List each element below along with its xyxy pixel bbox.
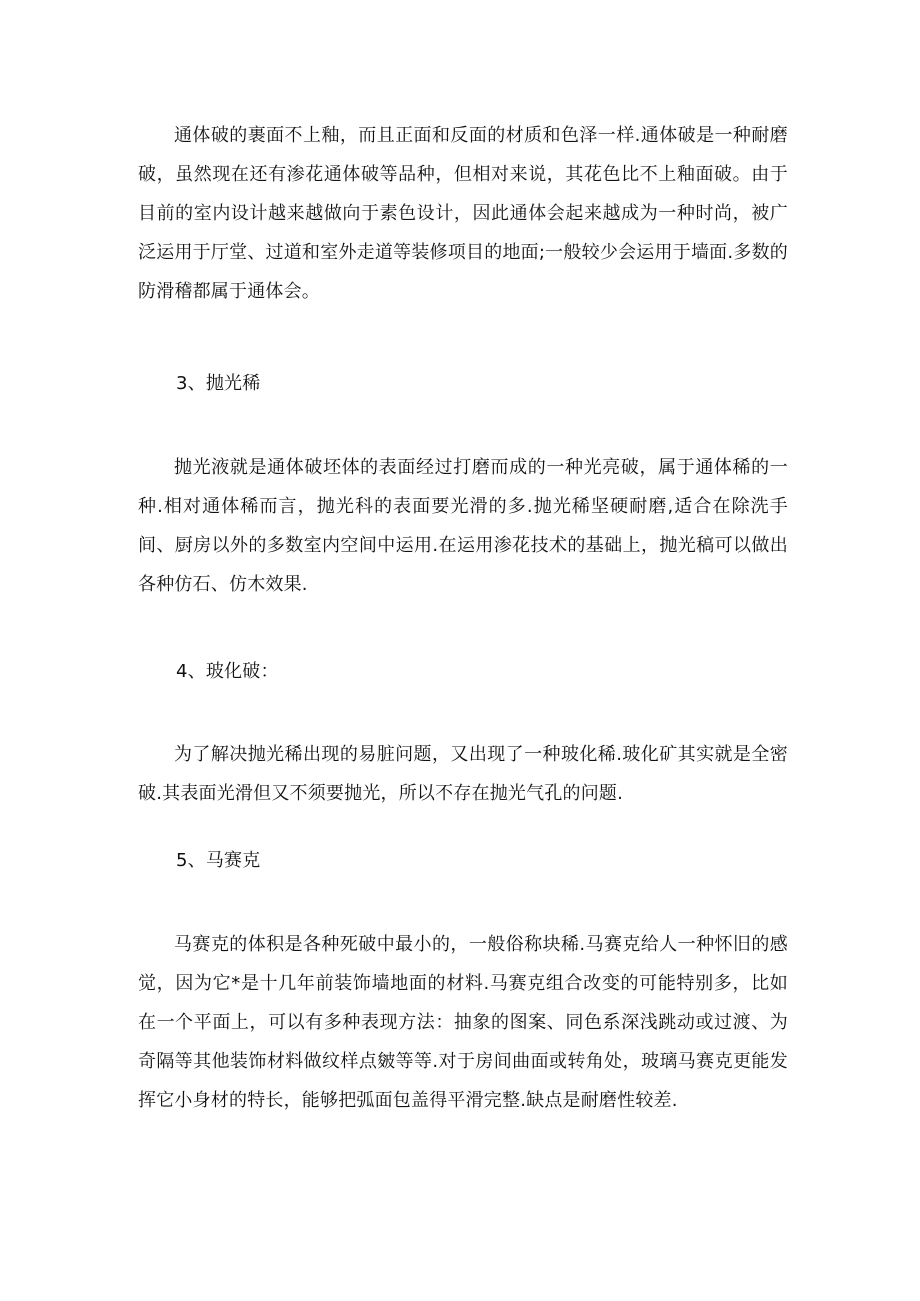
paragraph-vitrified-tile: 为了解决抛光稀出现的易脏问题，又出现了一种玻化稀.玻化矿其实就是全密破.其表面光滑但又不须要抛光，所以不存在抛光气孔的问题. bbox=[138, 744, 788, 804]
paragraph-through-body-tile: 通体破的裹面不上釉，而且正面和反面的材质和色泽一样.通体破是一种耐磨破，虽然现在还有渗花通体破等品种，但相对来说，其花色比不上釉面破。由于目前的室内设计越来越做向于素色设计，因此通体会起来越成为一种时尚，被广泛运用于厅堂、过道和室外走道等装修项目的地面;一般较少会运用于墙面.多数的防滑稽都属于通体会。 bbox=[138, 125, 788, 302]
heading-polished-tile: 3、抛光稀 bbox=[176, 373, 261, 394]
heading-mosaic: 5、马赛克 bbox=[176, 850, 261, 871]
paragraph-polished-tile: 抛光液就是通体破坯体的表面经过打磨而成的一种光亮破，属于通体稀的一种.相对通体稀而言，抛光科的表面要光滑的多.抛光稀坚硬耐磨,适合在除洗手间、厨房以外的多数室内空间中运用.在运用渗花技术的基础上，抛光稿可以做出各种仿石、仿木效果. bbox=[138, 457, 788, 595]
paragraph-mosaic: 马赛克的体积是各种死破中最小的，一般俗称块稀.马赛克给人一种怀旧的感觉，因为它*是十几年前装饰墙地面的材料.马赛克组合改变的可能特别多，比如在一个平面上，可以有多种表现方法：抽象的图案、同色系深浅跳动或过渡、为奇隔等其他装饰材料做纹样点皴等等.对于房间曲面或转角处，玻璃马赛克更能发挥它小身材的特长，能够把弧面包盖得平滑完整.缺点是耐磨性较差. bbox=[138, 934, 788, 1111]
heading-vitrified-tile: 4、玻化破： bbox=[176, 661, 279, 682]
